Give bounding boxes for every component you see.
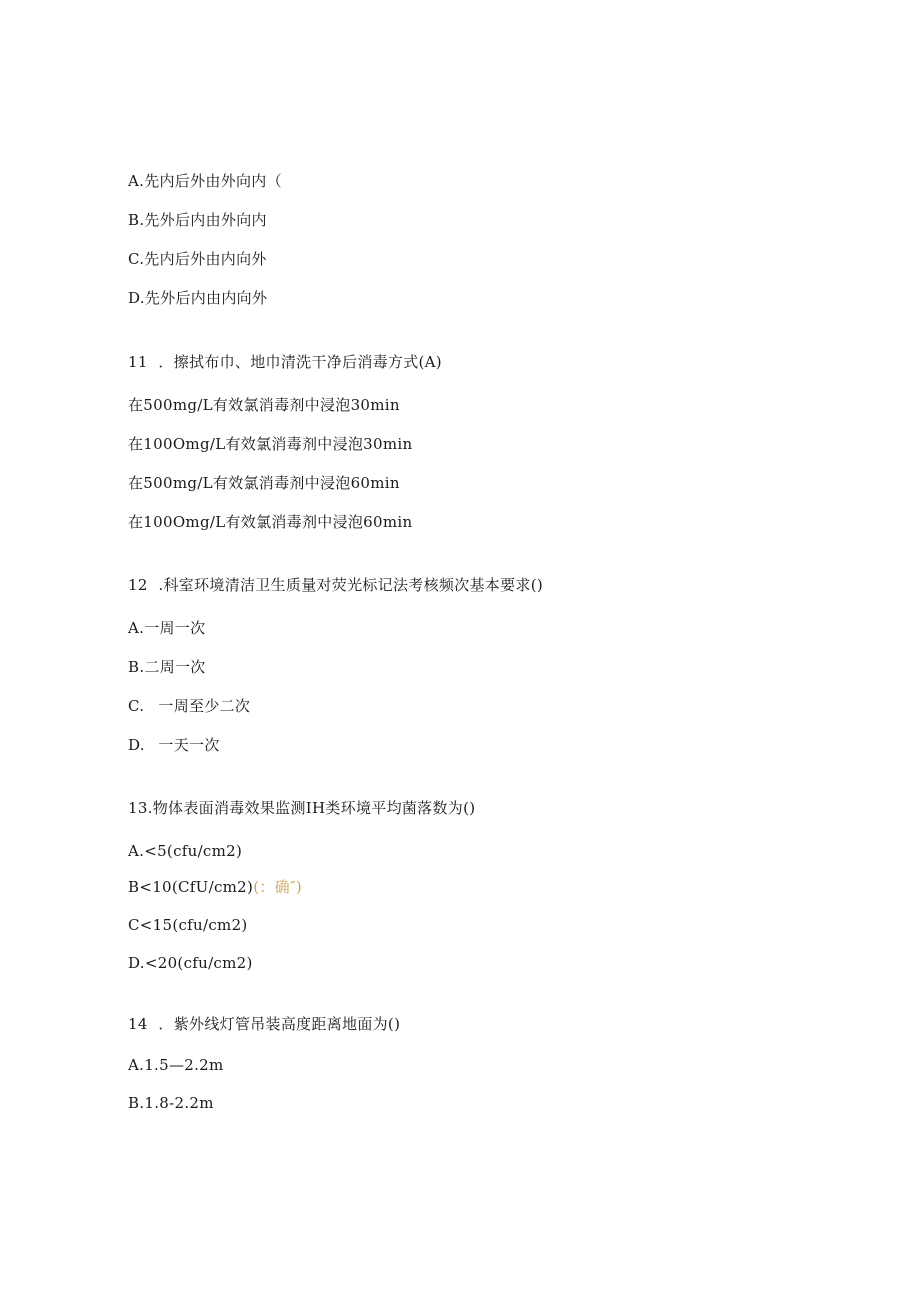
- q12-option-b: B.二周一次: [128, 658, 206, 676]
- q11-option-1: 在500mg∕L有效氯消毒剂中浸泡30min: [128, 396, 400, 414]
- q12-question: 12 .科室环境清洁卫生质量对荧光标记法考核频次基本要求(): [128, 576, 543, 594]
- q13-option-d: D.<20(cfu∕cm2): [128, 954, 253, 972]
- q10-option-d: D.先外后内由内向外: [128, 289, 268, 307]
- q14-question: 14 ．紫外线灯管吊装高度距离地面为(): [128, 1015, 401, 1033]
- q11-option-3: 在500mg∕L有效氯消毒剂中浸泡60min: [128, 474, 400, 492]
- q11-question: 11 ．擦拭布巾、地巾清洗干净后消毒方式(A): [128, 353, 442, 371]
- q10-option-c: C.先内后外由内向外: [128, 250, 267, 268]
- q12-option-a: A.一周一次: [128, 619, 206, 637]
- q12-option-d: D. 一天一次: [128, 736, 220, 754]
- q14-option-a: A.1.5—2.2m: [128, 1056, 224, 1074]
- q13-option-b-row: [128, 877, 302, 897]
- q11-option-4: 在100Omg/L有效氯消毒剂中浸泡60min: [128, 513, 413, 531]
- q13-option-a: A.<5(cfu∕cm2): [128, 842, 243, 860]
- q14-option-b: B.1.8-2.2m: [128, 1094, 214, 1112]
- q11-option-2: 在100Omg/L有效氯消毒剂中浸泡30min: [128, 435, 413, 453]
- q13-question: 13.物体表面消毒效果监测IH类环境平均菌落数为(): [128, 799, 476, 817]
- q13-option-b: B<10(CfU/cm2): [128, 878, 254, 896]
- q13-answer-annotation: (：确″): [253, 878, 302, 896]
- q13-option-c: C<15(cfu∕cm2): [128, 916, 248, 934]
- q10-option-b: B.先外后内由外向内: [128, 211, 267, 229]
- q10-option-a: A.先内后外由外向内（: [128, 172, 282, 190]
- q12-option-c: C. 一周至少二次: [128, 697, 251, 715]
